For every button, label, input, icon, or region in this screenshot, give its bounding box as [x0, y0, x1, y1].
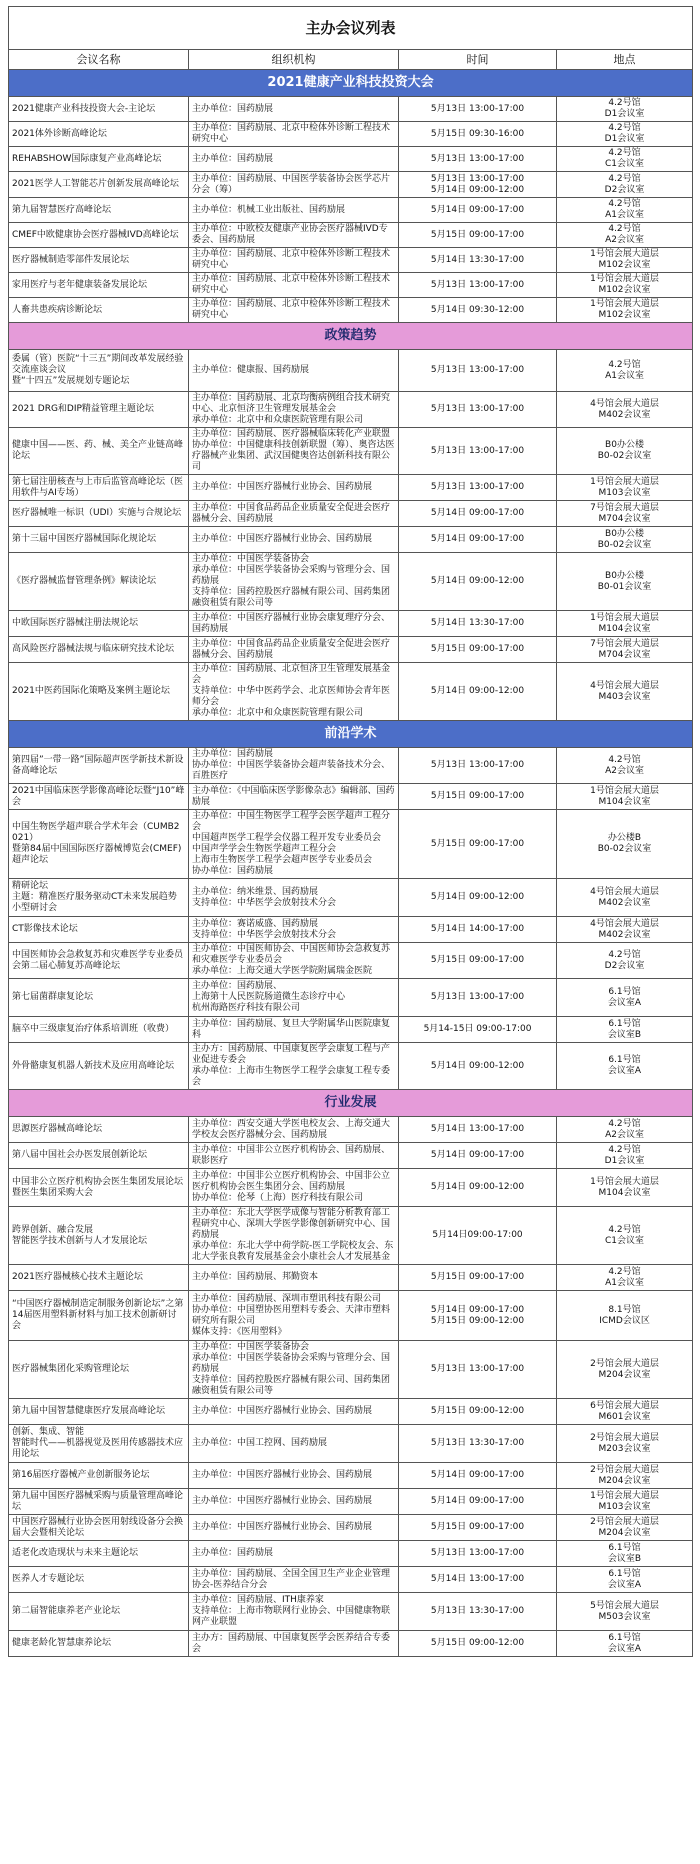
organizer: 主办单位：健康报、国药励展 — [189, 350, 399, 392]
conference-time: 5月15日 09:00-17:00 — [399, 784, 557, 810]
conference-time: 5月14日09:00-17:00 — [399, 1207, 557, 1265]
conference-location: 2号馆会展大道层 M203会议室 — [557, 1425, 693, 1463]
conference-name: REHABSHOW国际康复产业高峰论坛 — [9, 147, 189, 172]
organizer: 主办单位：国药励展、ITH康养家 支持单位：上海市物联网行业协会、中国健康物联网产业联盟 — [189, 1593, 399, 1631]
table-row — [9, 501, 693, 527]
table-row — [9, 784, 693, 810]
conference-location: 1号馆会展大道层 M102会议室 — [557, 273, 693, 298]
organizer: 主办单位：中国食品药品企业质量安全促进会医疗器械分会、国药励展 — [189, 501, 399, 527]
organizer: 主办单位：国药励展、中国医学装备协会医学芯片分会（筹） — [189, 172, 399, 198]
conference-time: 5月15日 09:00-17:00 — [399, 1265, 557, 1291]
table-row — [9, 553, 693, 611]
conference-location: 4.2号馆 D2会议室 — [557, 172, 693, 198]
conference-time: 5月14日 14:00-17:00 — [399, 917, 557, 943]
conference-location: 4号馆会展大道层 M402会议室 — [557, 879, 693, 917]
organizer: 主办单位：中欧校友健康产业协会医疗器械IVD专委会、国药励展 — [189, 223, 399, 248]
conference-location: 1号馆会展大道层 M103会议室 — [557, 1489, 693, 1515]
conference-location: 2号馆会展大道层 M204会议室 — [557, 1515, 693, 1541]
conference-name: 第八届中国社会办医发展创新论坛 — [9, 1143, 189, 1169]
conference-location: 6.1号馆 会议室A — [557, 1567, 693, 1593]
conference-time: 5月15日 09:00-17:00 — [399, 637, 557, 663]
conference-time: 5月13日 13:00-17:00 — [399, 350, 557, 392]
table-row — [9, 1567, 693, 1593]
conference-name: 中国医师协会急救复苏和灾难医学专业委员会第二届心肺复苏高峰论坛 — [9, 943, 189, 979]
conference-name: 思源医疗器械高峰论坛 — [9, 1117, 189, 1143]
organizer: 主办单位：中国非公立医疗机构协会、中国非公立医疗机构协会医生集团分会、国药励展 协办单位：伦琴（上海）医疗科技有限公司 — [189, 1169, 399, 1207]
conference-location: 7号馆会展大道层 M704会议室 — [557, 637, 693, 663]
conference-name: 2021医学人工智能芯片创新发展高峰论坛 — [9, 172, 189, 198]
conference-time: 5月14日 09:00-12:00 — [399, 879, 557, 917]
conference-location: 6.1号馆 会议室A — [557, 1043, 693, 1090]
table-row — [9, 392, 693, 428]
conference-location: 4.2号馆 A2会议室 — [557, 1117, 693, 1143]
conference-location: 4.2号馆 A1会议室 — [557, 198, 693, 223]
conference-name: 《医疗器械监督管理条例》解读论坛 — [9, 553, 189, 611]
conference-time: 5月15日 09:30-16:00 — [399, 122, 557, 147]
conference-name: 2021中医药国际化策略及案例主题论坛 — [9, 663, 189, 721]
table-row — [9, 748, 693, 784]
conference-time: 5月14日 09:00-17:00 — [399, 501, 557, 527]
organizer: 主办单位：国药励展 协办单位：中国医学装备协会超声装备技术分会、百胜医疗 — [189, 748, 399, 784]
conference-location: 1号馆会展大道层 M104会议室 — [557, 784, 693, 810]
conference-location: 4.2号馆 A2会议室 — [557, 748, 693, 784]
table-row — [9, 637, 693, 663]
conference-name: 健康中国——医、药、械、美全产业链高峰论坛 — [9, 428, 189, 475]
organizer: 主办单位：国药励展、北京均衡病例组合技术研究中心、北京恒济卫生管理发展基金会 承办单位：北京中和众康医院管理有限公司 — [189, 392, 399, 428]
header-row — [9, 50, 693, 70]
conference-name: 2021 DRG和DIP精益管理主题论坛 — [9, 392, 189, 428]
table-row — [9, 943, 693, 979]
table-row — [9, 1017, 693, 1043]
table-row — [9, 1341, 693, 1399]
conference-location: 7号馆会展大道层 M704会议室 — [557, 501, 693, 527]
table-row — [9, 1515, 693, 1541]
conference-location: 4号馆会展大道层 M402会议室 — [557, 392, 693, 428]
conference-location: 4.2号馆 D1会议室 — [557, 122, 693, 147]
organizer: 主办单位：赛诺威盛、国药励展 支持单位：中华医学会放射技术分会 — [189, 917, 399, 943]
conference-time: 5月14日 09:00-17:00 — [399, 1489, 557, 1515]
organizer: 主办单位：国药励展、 上海第十人民医院肠道微生态诊疗中心 杭州海路医疗科技有限公司 — [189, 979, 399, 1017]
organizer: 主办单位：西安交通大学医电校友会、上海交通大学校友会医疗器械分会、国药励展 — [189, 1117, 399, 1143]
table-row — [9, 1593, 693, 1631]
conference-time: 5月14日 09:00-12:00 — [399, 553, 557, 611]
conference-location: 6号馆会展大道层 M601会议室 — [557, 1399, 693, 1425]
title-row — [9, 7, 693, 50]
conference-name: 第九届智慧医疗高峰论坛 — [9, 198, 189, 223]
organizer: 主办单位：国药励展、北京中检体外诊断工程技术研究中心 — [189, 122, 399, 147]
table-row — [9, 273, 693, 298]
organizer: 主办单位：机械工业出版社、国药励展 — [189, 198, 399, 223]
header-time: 时间 — [399, 50, 557, 70]
conference-time: 5月15日 09:00-17:00 — [399, 943, 557, 979]
organizer: 主办单位：中国医疗器械行业协会、国药励展 — [189, 527, 399, 553]
organizer: 主办单位：中国医疗器械行业协会、国药励展 — [189, 1463, 399, 1489]
conference-time: 5月15日 09:00-17:00 — [399, 223, 557, 248]
conference-name: 2021健康产业科技投资大会-主论坛 — [9, 97, 189, 122]
conference-time: 5月15日 09:00-17:00 — [399, 1515, 557, 1541]
conference-name: 脑卒中三级康复治疗体系培训班（收费） — [9, 1017, 189, 1043]
conference-location: 6.1号馆 会议室A — [557, 1631, 693, 1657]
header-name: 会议名称 — [9, 50, 189, 70]
conference-time: 5月13日 13:00-17:00 — [399, 428, 557, 475]
section-header — [9, 70, 693, 97]
conference-location: 8.1号馆 ICMD会议区 — [557, 1291, 693, 1341]
table-row — [9, 198, 693, 223]
conference-time: 5月14日 09:00-17:00 — [399, 1463, 557, 1489]
conference-name: CT影像技术论坛 — [9, 917, 189, 943]
conference-time: 5月14日 13:00-17:00 — [399, 1567, 557, 1593]
conference-name: 第二届智能康养老产业论坛 — [9, 1593, 189, 1631]
conference-location: 1号馆会展大道层 M102会议室 — [557, 248, 693, 273]
conference-name: 2021体外诊断高峰论坛 — [9, 122, 189, 147]
table-row — [9, 611, 693, 637]
conference-name: 适老化改造现状与未来主题论坛 — [9, 1541, 189, 1567]
conference-time: 5月14日 09:00-12:00 — [399, 1169, 557, 1207]
organizer: 主办单位：中国非公立医疗机构协会、国药励展、联影医疗 — [189, 1143, 399, 1169]
section-title: 2021健康产业科技投资大会 — [9, 70, 693, 97]
conference-time: 5月13日 13:00-17:00 — [399, 979, 557, 1017]
table-row — [9, 1117, 693, 1143]
conference-location: 4.2号馆 A1会议室 — [557, 350, 693, 392]
conference-time: 5月14日 09:00-12:00 — [399, 1043, 557, 1090]
conference-name: 家用医疗与老年健康装备发展论坛 — [9, 273, 189, 298]
organizer: 主办单位：中国医疗器械行业协会康复理疗分会、国药励展 — [189, 611, 399, 637]
organizer: 主办单位：国药励展、深圳市塑讯科技有限公司 协办单位：中国塑协医用塑料专委会、天津市塑料研究所有限公司 媒体支持：《医用塑料》 — [189, 1291, 399, 1341]
conference-time: 5月15日 09:00-17:00 — [399, 810, 557, 879]
table-row — [9, 663, 693, 721]
organizer: 主办单位：中国医疗器械行业协会、国药励展 — [189, 475, 399, 501]
conference-location: 6.1号馆 会议室B — [557, 1541, 693, 1567]
conference-name: 第七届注册核查与上市后监管高峰论坛（医用软件与AI专场） — [9, 475, 189, 501]
organizer: 主办单位：中国食品药品企业质量安全促进会医疗器械分会、国药励展 — [189, 637, 399, 663]
section-title: 行业发展 — [9, 1090, 693, 1117]
conference-name: 健康老龄化智慧康养论坛 — [9, 1631, 189, 1657]
conference-time: 5月13日 13:00-17:00 — [399, 273, 557, 298]
conference-name: 2021中国临床医学影像高峰论坛暨“J10”峰会 — [9, 784, 189, 810]
conference-location: B0办公楼 B0-02会议室 — [557, 527, 693, 553]
conference-time: 5月13日 13:30-17:00 — [399, 1425, 557, 1463]
conference-name: CMEF中欧健康协会医疗器械IVD高峰论坛 — [9, 223, 189, 248]
conference-time: 5月14日 13:30-17:00 — [399, 248, 557, 273]
conference-location: 2号馆会展大道层 M204会议室 — [557, 1341, 693, 1399]
organizer: 主办方：国药励展、中国康复医学会医养结合专委会 — [189, 1631, 399, 1657]
conference-time: 5月14日 13:00-17:00 — [399, 1117, 557, 1143]
organizer: 主办单位：中国医学装备协会 承办单位：中国医学装备协会采购与管理分会、国药励展 支持单位：国药控股医疗器械有限公司、国药集团融资租赁有限公司等 — [189, 1341, 399, 1399]
table-row — [9, 1425, 693, 1463]
table-row — [9, 1265, 693, 1291]
table-row — [9, 248, 693, 273]
table-row — [9, 979, 693, 1017]
conference-location: 2号馆会展大道层 M204会议室 — [557, 1463, 693, 1489]
organizer: 主办单位：中国工控网、国药励展 — [189, 1425, 399, 1463]
organizer: 主办单位：《中国临床医学影像杂志》编辑部、国药励展 — [189, 784, 399, 810]
table-row — [9, 917, 693, 943]
conference-location: 4.2号馆 A2会议室 — [557, 223, 693, 248]
conference-location: 5号馆会展大道层 M503会议室 — [557, 1593, 693, 1631]
conference-time: 5月13日 13:00-17:00 — [399, 392, 557, 428]
organizer: 主办单位：东北大学医学成像与智能分析教育部工程研究中心、深圳大学医学影像创新研究中心、国药励展 承办单位：东北大学中荷学院-医工学院校友会、东北大学张良教育发展基金会小康社会人才发展基金 — [189, 1207, 399, 1265]
page-title: 主办会议列表 — [9, 7, 693, 50]
conference-location: 4.2号馆 A1会议室 — [557, 1265, 693, 1291]
conference-name: 跨界创新、融合发展 智能医学技术创新与人才发展论坛 — [9, 1207, 189, 1265]
conference-name: 中国非公立医疗机构协会医生集团发展论坛暨医生集团采购大会 — [9, 1169, 189, 1207]
organizer: 主办单位：国药励展、北京中检体外诊断工程技术研究中心 — [189, 248, 399, 273]
conference-location: 1号馆会展大道层 M103会议室 — [557, 475, 693, 501]
organizer: 主办单位：中国医学装备协会 承办单位：中国医学装备协会采购与管理分会、国药励展 支持单位：国药控股医疗器械有限公司、国药集团融资租赁有限公司等 — [189, 553, 399, 611]
conference-name: 第九届中国智慧健康医疗发展高峰论坛 — [9, 1399, 189, 1425]
conference-name: 委属（管）医院“十三五”期间改革发展经验交流座谈会议 暨“十四五”发展规划专题论坛 — [9, 350, 189, 392]
conference-location: 办公楼B B0-02会议室 — [557, 810, 693, 879]
conference-time: 5月14日 09:00-17:00 — [399, 527, 557, 553]
organizer: 主办单位：中国医疗器械行业协会、国药励展 — [189, 1399, 399, 1425]
conference-time: 5月13日 13:30-17:00 — [399, 1593, 557, 1631]
conference-name: 2021医疗器械核心技术主题论坛 — [9, 1265, 189, 1291]
conference-time: 5月14日 09:00-17:00 — [399, 1143, 557, 1169]
conference-time: 5月14日 09:00-17:00 — [399, 198, 557, 223]
table-row — [9, 1207, 693, 1265]
conference-time: 5月14日 09:30-12:00 — [399, 298, 557, 323]
table-row — [9, 147, 693, 172]
conference-time: 5月15日 09:00-12:00 — [399, 1399, 557, 1425]
header-org: 组织机构 — [189, 50, 399, 70]
conference-name: 第16届医疗器械产业创新服务论坛 — [9, 1463, 189, 1489]
table-row — [9, 810, 693, 879]
organizer: 主办单位：中国生物医学工程学会医学超声工程分会 中国超声医学工程学会仪器工程开发专业委员会 中国声学学会生物医学超声工程分会 上海市生物医学工程学会超声医学专业委员会 协办单位：国药励展 — [189, 810, 399, 879]
table-row — [9, 1143, 693, 1169]
conference-location: 4.2号馆 D1会议室 — [557, 97, 693, 122]
organizer: 主办方：国药励展、中国康复医学会康复工程与产业促进专委会 承办单位：上海市生物医学工程学会康复工程专委会 — [189, 1043, 399, 1090]
conference-location: 1号馆会展大道层 M104会议室 — [557, 611, 693, 637]
conference-name: 创新、集成、智能 智能时代——机器视觉及医用传感器技术应用论坛 — [9, 1425, 189, 1463]
table-row — [9, 97, 693, 122]
conference-time: 5月14日 09:00-17:00 5月15日 09:00-12:00 — [399, 1291, 557, 1341]
conference-location: 1号馆会展大道层 M104会议室 — [557, 1169, 693, 1207]
section-header — [9, 721, 693, 748]
conference-time: 5月13日 13:00-17:00 — [399, 748, 557, 784]
organizer: 主办单位：国药励展、全国全国卫生产业企业管理协会-医养结合分会 — [189, 1567, 399, 1593]
organizer: 主办单位：国药励展、北京中检体外诊断工程技术研究中心 — [189, 298, 399, 323]
conference-location: 4.2号馆 C1会议室 — [557, 147, 693, 172]
section-header — [9, 323, 693, 350]
conference-name: 第十三届中国医疗器械国际化规论坛 — [9, 527, 189, 553]
conference-name: 医疗器械制造零部件发展论坛 — [9, 248, 189, 273]
conference-time: 5月13日 13:00-17:00 — [399, 475, 557, 501]
organizer: 主办单位：国药励展、北京中检体外诊断工程技术研究中心 — [189, 273, 399, 298]
organizer: 主办单位：国药励展、北京恒济卫生管理发展基金会 支持单位：中华中医药学会、北京医师协会青年医师分会 承办单位：北京中和众康医院管理有限公司 — [189, 663, 399, 721]
table-row — [9, 1541, 693, 1567]
table-row — [9, 1489, 693, 1515]
table-row — [9, 1169, 693, 1207]
organizer: 主办单位：中国医疗器械行业协会、国药励展 — [189, 1515, 399, 1541]
organizer: 主办单位：国药励展、复旦大学附属华山医院康复科 — [189, 1017, 399, 1043]
conference-name: 第九届中国医疗器械采购与质量管理高峰论坛 — [9, 1489, 189, 1515]
table-row — [9, 1399, 693, 1425]
table-row — [9, 428, 693, 475]
table-row — [9, 172, 693, 198]
conference-name: 第七届菌群康复论坛 — [9, 979, 189, 1017]
conference-name: 医疗器械唯一标识（UDI）实施与合规论坛 — [9, 501, 189, 527]
conference-location: 4号馆会展大道层 M402会议室 — [557, 917, 693, 943]
conference-name: 中国生物医学超声联合学术年会（CUMB2021） 暨第84届中国国际医疗器械博览会(CMEF)超声论坛 — [9, 810, 189, 879]
organizer: 主办单位：国药励展 — [189, 97, 399, 122]
conference-name: 人畜共患疾病诊断论坛 — [9, 298, 189, 323]
organizer: 主办单位：中国医疗器械行业协会、国药励展 — [189, 1489, 399, 1515]
table-row — [9, 1631, 693, 1657]
organizer: 主办单位：纳米维景、国药励展 支持单位：中华医学会放射技术分会 — [189, 879, 399, 917]
conference-time: 5月13日 13:00-17:00 — [399, 1541, 557, 1567]
organizer: 主办单位：中国医师协会、中国医师协会急救复苏和灾难医学专业委员会 承办单位：上海交通大学医学院附属瑞金医院 — [189, 943, 399, 979]
table-row — [9, 475, 693, 501]
conference-location: 4.2号馆 D2会议室 — [557, 943, 693, 979]
conference-name: 精研论坛 主题：精准医疗服务驱动CT未来发展趋势小型研讨会 — [9, 879, 189, 917]
conference-name: 医养人才专题论坛 — [9, 1567, 189, 1593]
conference-table — [8, 6, 693, 1657]
conference-name: 医疗器械集团化采购管理论坛 — [9, 1341, 189, 1399]
conference-name: 第四届”一带一路”国际超声医学新技术新设备高峰论坛 — [9, 748, 189, 784]
organizer: 主办单位：国药励展 — [189, 147, 399, 172]
conference-name: 高风险医疗器械法规与临床研究技术论坛 — [9, 637, 189, 663]
table-row — [9, 1043, 693, 1090]
section-title: 前沿学术 — [9, 721, 693, 748]
conference-location: 4.2号馆 C1会议室 — [557, 1207, 693, 1265]
conference-time: 5月13日 13:00-17:00 5月14日 09:00-12:00 — [399, 172, 557, 198]
conference-location: B0办公楼 B0-01会议室 — [557, 553, 693, 611]
conference-name: 外骨骼康复机器人新技术及应用高峰论坛 — [9, 1043, 189, 1090]
conference-time: 5月15日 09:00-12:00 — [399, 1631, 557, 1657]
table-row — [9, 298, 693, 323]
conference-time: 5月14-15日 09:00-17:00 — [399, 1017, 557, 1043]
conference-location: 4号馆会展大道层 M403会议室 — [557, 663, 693, 721]
table-row — [9, 122, 693, 147]
conference-time: 5月14日 09:00-12:00 — [399, 663, 557, 721]
section-title: 政策趋势 — [9, 323, 693, 350]
conference-location: 6.1号馆 会议室B — [557, 1017, 693, 1043]
conference-name: 中国医疗器械行业协会医用射线设备分会换届大会暨相关论坛 — [9, 1515, 189, 1541]
conference-location: B0办公楼 B0-02会议室 — [557, 428, 693, 475]
conference-time: 5月13日 13:00-17:00 — [399, 97, 557, 122]
conference-time: 5月13日 13:00-17:00 — [399, 1341, 557, 1399]
conference-time: 5月14日 13:30-17:00 — [399, 611, 557, 637]
table-row — [9, 223, 693, 248]
table-row — [9, 527, 693, 553]
conference-time: 5月13日 13:00-17:00 — [399, 147, 557, 172]
conference-location: 4.2号馆 D1会议室 — [557, 1143, 693, 1169]
conference-location: 6.1号馆 会议室A — [557, 979, 693, 1017]
organizer: 主办单位：国药励展 — [189, 1541, 399, 1567]
organizer: 主办单位：国药励展、医疗器械临床转化产业联盟 协办单位：中国健康科技创新联盟（筹）、奥咨达医疗器械产业集团、武汉国健奥咨达创新科技有限公司 — [189, 428, 399, 475]
conference-name: 中欧国际医疗器械注册法规论坛 — [9, 611, 189, 637]
table-row — [9, 350, 693, 392]
organizer: 主办单位：国药励展、邦勤资本 — [189, 1265, 399, 1291]
conference-name: “中国医疗器械制造定制服务创新论坛”之第14届医用塑料新材料与加工技术创新研讨会 — [9, 1291, 189, 1341]
conference-location: 1号馆会展大道层 M102会议室 — [557, 298, 693, 323]
header-location: 地点 — [557, 50, 693, 70]
table-row — [9, 879, 693, 917]
table-row — [9, 1463, 693, 1489]
table-row — [9, 1291, 693, 1341]
section-header — [9, 1090, 693, 1117]
